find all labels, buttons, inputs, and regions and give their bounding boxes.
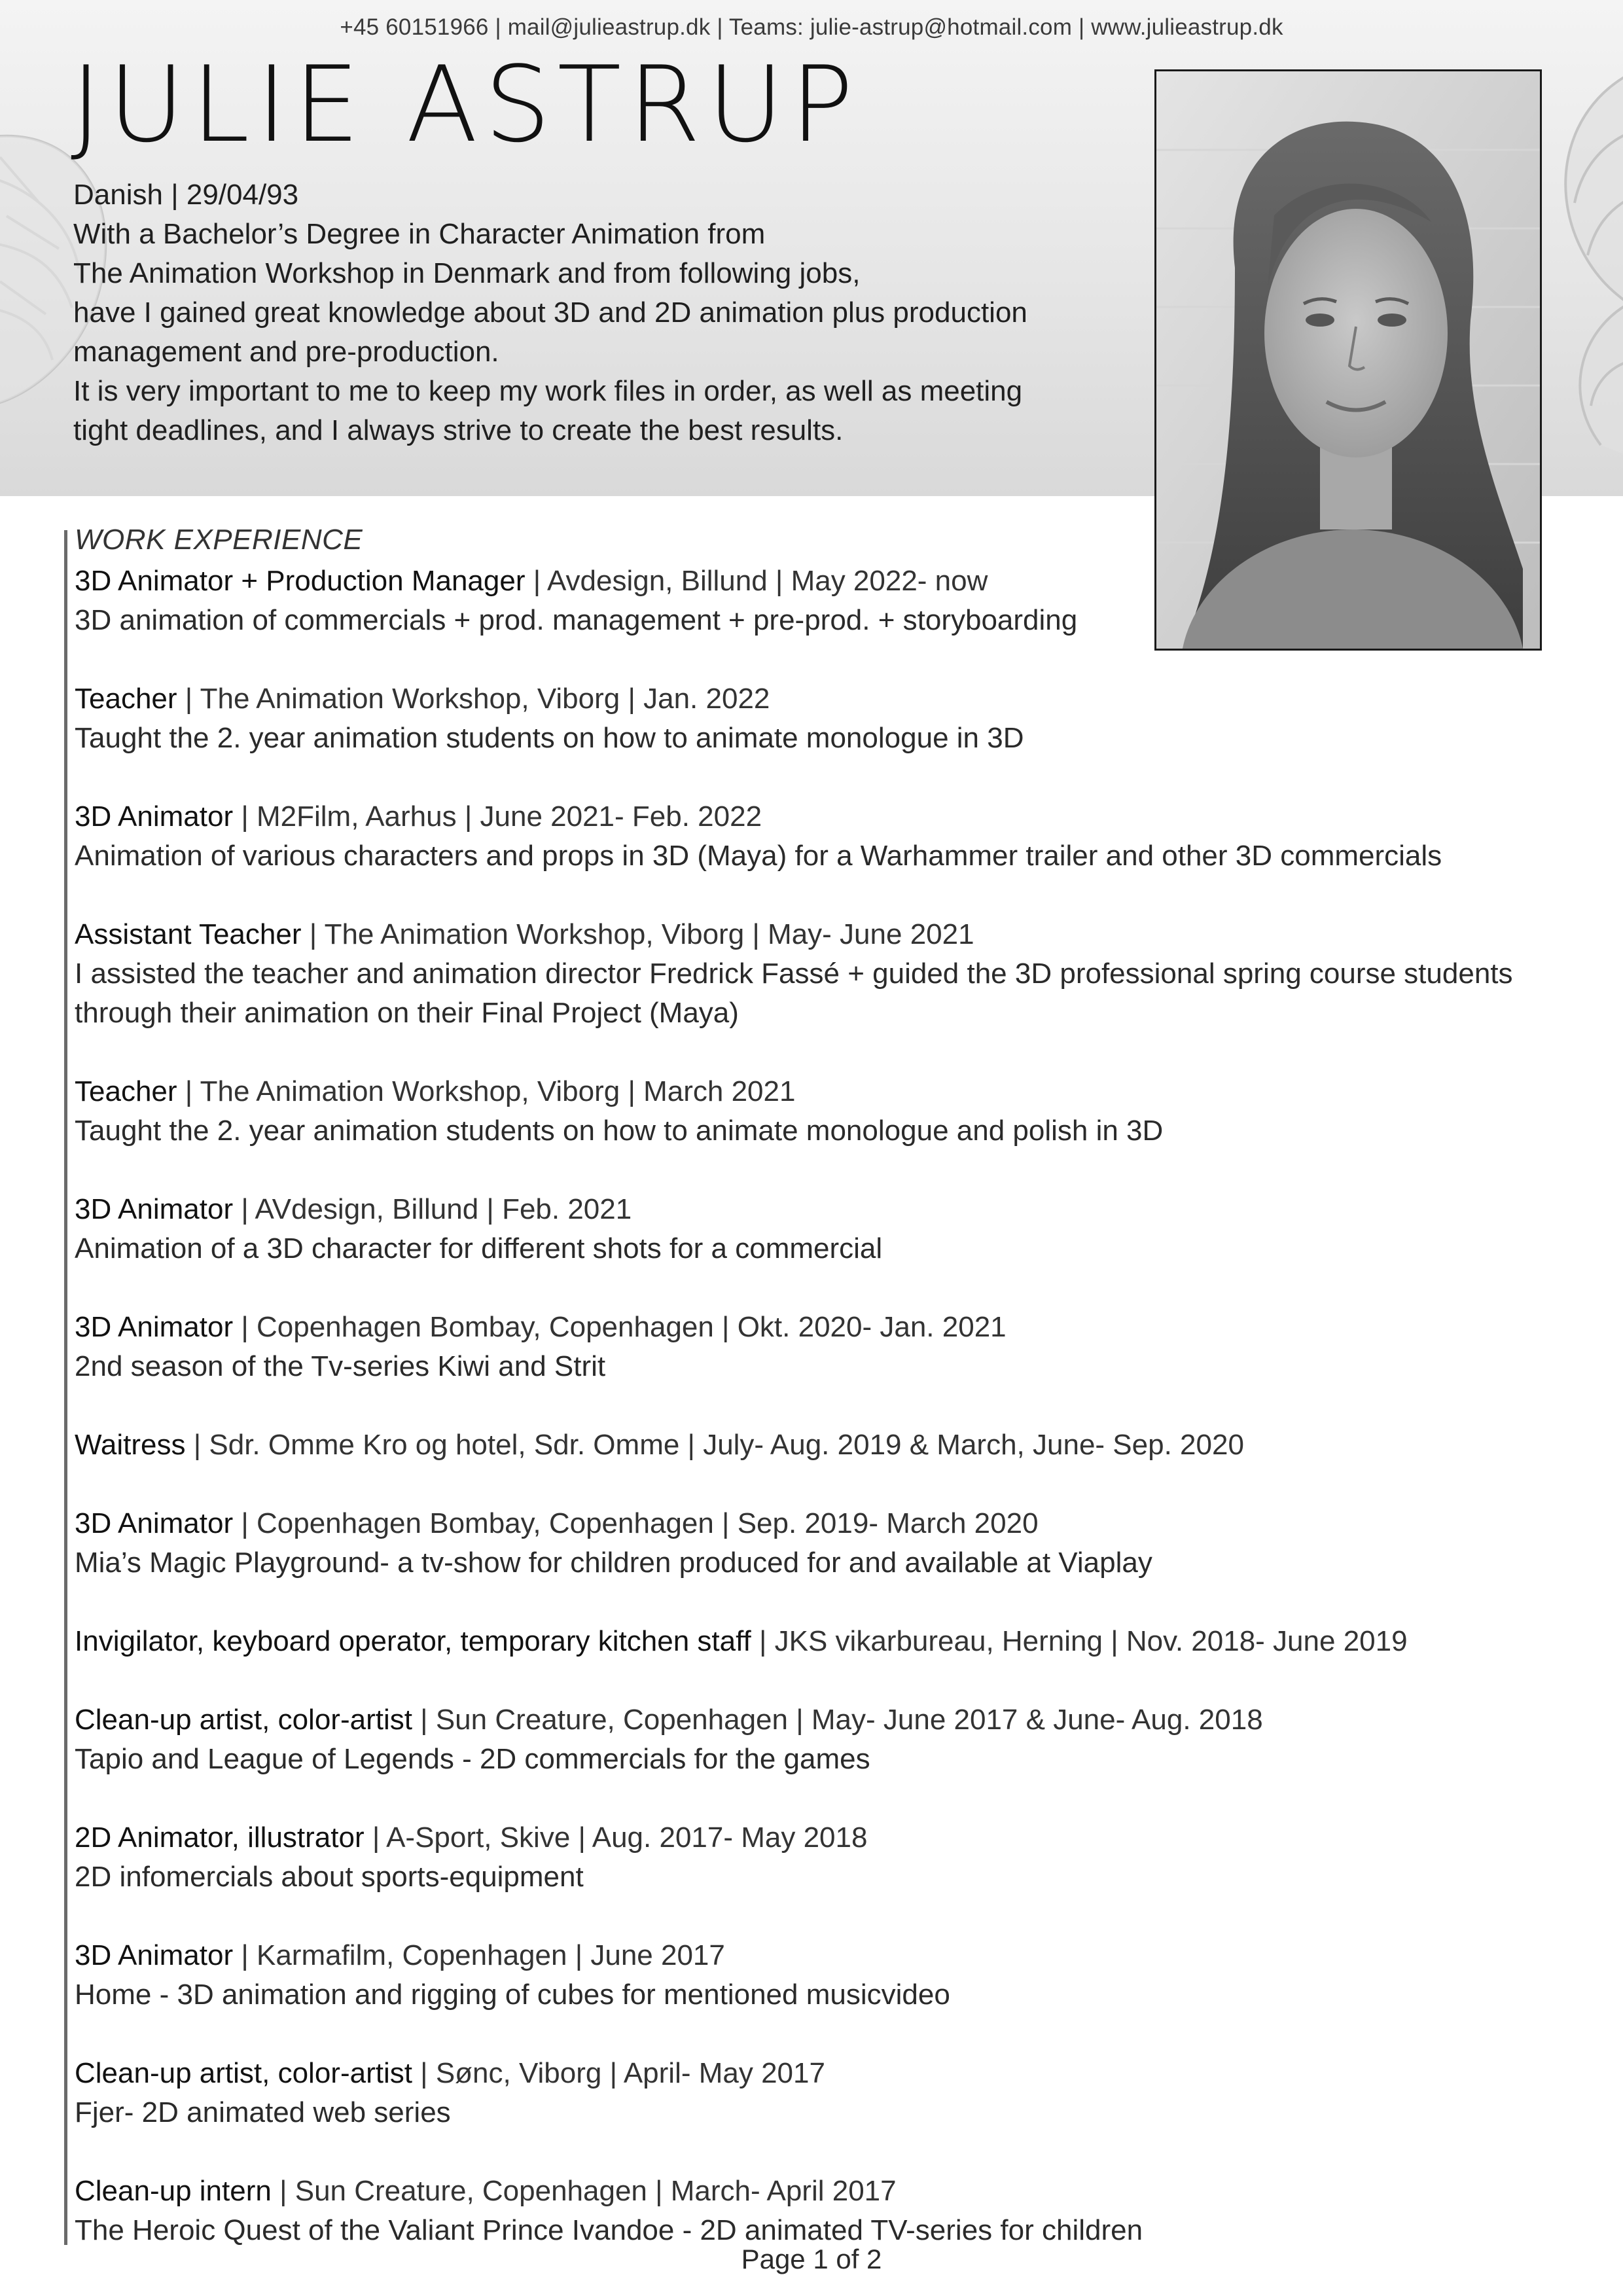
job-entry <box>75 1504 1580 1583</box>
job-description: 3D animation of commercials + prod. management + pre-prod. + storyboarding <box>75 604 1078 636</box>
job-role: 2D Animator, illustrator <box>75 1821 365 1854</box>
page-number: Page 1 of 2 <box>741 2244 882 2274</box>
job-details: | Sun Creature, Copenhagen | May- June 2017 & June- Aug. 2018 <box>412 1704 1263 1736</box>
job-entry <box>75 915 1580 1033</box>
intro-line: It is very important to me to keep my work files in order, as well as meeting <box>73 375 1023 407</box>
job-details: | The Animation Workshop, Viborg | Jan. 2022 <box>177 683 770 715</box>
work-experience-list <box>75 562 1580 2289</box>
job-entry <box>75 797 1580 876</box>
job-role: 3D Animator <box>75 800 234 833</box>
job-entry <box>75 1818 1580 1897</box>
intro-line: The Animation Workshop in Denmark and from following jobs, <box>73 257 861 289</box>
job-details: | Copenhagen Bombay, Copenhagen | Sep. 2019- March 2020 <box>233 1507 1039 1539</box>
job-details: | Copenhagen Bombay, Copenhagen | Okt. 2020- Jan. 2021 <box>233 1311 1007 1343</box>
job-role: 3D Animator + Production Manager <box>75 565 526 597</box>
job-role: 3D Animator <box>75 1311 234 1343</box>
section-rule <box>64 530 67 2245</box>
job-entry <box>75 2172 1580 2250</box>
job-description: Tapio and League of Legends - 2D commercials for the games <box>75 1743 870 1775</box>
contact-line: +45 60151966 | mail@julieastrup.dk | Teams: julie-astrup@hotmail.com | www.julieastrup.dk <box>340 14 1283 40</box>
job-entry <box>75 1936 1580 2015</box>
intro-line: have I gained great knowledge about 3D and 2D animation plus production <box>73 296 1027 329</box>
job-role: Teacher <box>75 683 177 715</box>
candidate-name: JULIE ASTRUP <box>71 43 861 166</box>
job-role: Assistant Teacher <box>75 918 302 950</box>
intro-line: tight deadlines, and I always strive to create the best results. <box>73 414 844 446</box>
intro-line: management and pre-production. <box>73 336 499 368</box>
job-entry <box>75 2054 1580 2132</box>
intro-line: Danish | 29/04/93 <box>73 179 299 211</box>
job-role: Invigilator, keyboard operator, temporary kitchen staff <box>75 1625 751 1657</box>
job-details: | The Animation Workshop, Viborg | March 2021 <box>177 1075 796 1107</box>
job-details: | Avdesign, Billund | May 2022- now <box>525 565 988 597</box>
job-details: | Sun Creature, Copenhagen | March- April 2017 <box>271 2175 897 2207</box>
job-description: Taught the 2. year animation students on how to animate monologue in 3D <box>75 722 1024 754</box>
job-role: Clean-up artist, color-artist <box>75 1704 412 1736</box>
job-entry <box>75 679 1580 758</box>
job-entry <box>75 1426 1580 1465</box>
job-role: Teacher <box>75 1075 177 1107</box>
job-details: | AVdesign, Billund | Feb. 2021 <box>233 1193 632 1225</box>
job-description: 2D infomercials about sports-equipment <box>75 1861 584 1893</box>
job-description: Fjer- 2D animated web series <box>75 2096 451 2128</box>
job-entry <box>75 562 1580 640</box>
job-role: 3D Animator <box>75 1507 234 1539</box>
job-entry <box>75 1700 1580 1779</box>
job-details: | The Animation Workshop, Viborg | May- June 2021 <box>301 918 974 950</box>
leaf-decoration-right <box>1542 52 1623 471</box>
job-details: | Sdr. Omme Kro og hotel, Sdr. Omme | July- Aug. 2019 & March, June- Sep. 2020 <box>185 1429 1244 1461</box>
job-details: | A-Sport, Skive | Aug. 2017- May 2018 <box>364 1821 868 1854</box>
job-entry <box>75 1308 1580 1386</box>
job-entry <box>75 1190 1580 1268</box>
job-entry <box>75 1622 1580 1661</box>
job-description: The Heroic Quest of the Valiant Prince Ivandoe - 2D animated TV-series for children <box>75 2214 1143 2246</box>
job-description: Mia’s Magic Playground- a tv-show for children produced for and available at Viaplay <box>75 1547 1152 1579</box>
job-description: Animation of various characters and props in 3D (Maya) for a Warhammer trailer and other 3D commercials <box>75 840 1442 872</box>
job-role: 3D Animator <box>75 1939 234 1971</box>
job-role: Clean-up artist, color-artist <box>75 2057 412 2089</box>
job-description: I assisted the teacher and animation director Fredrick Fassé + guided the 3D professional spring course students <box>75 958 1513 990</box>
work-experience-heading: WORK EXPERIENCE <box>75 524 363 556</box>
job-description: through their animation on their Final Project (Maya) <box>75 997 739 1029</box>
job-description: Taught the 2. year animation students on how to animate monologue and polish in 3D <box>75 1115 1164 1147</box>
job-role: Waitress <box>75 1429 186 1461</box>
job-role: Clean-up intern <box>75 2175 272 2207</box>
job-details: | Karmafilm, Copenhagen | June 2017 <box>233 1939 725 1971</box>
job-description: Home - 3D animation and rigging of cubes for mentioned musicvideo <box>75 1979 950 2011</box>
job-entry <box>75 1072 1580 1151</box>
job-description: 2nd season of the Tv-series Kiwi and Strit <box>75 1350 606 1382</box>
job-details: | M2Film, Aarhus | June 2021- Feb. 2022 <box>233 800 762 833</box>
job-role: 3D Animator <box>75 1193 234 1225</box>
job-details: | JKS vikarbureau, Herning | Nov. 2018- June 2019 <box>751 1625 1408 1657</box>
job-description: Animation of a 3D character for different shots for a commercial <box>75 1232 883 1265</box>
intro-summary <box>73 175 1094 450</box>
intro-line: With a Bachelor’s Degree in Character Animation from <box>73 218 766 250</box>
job-details: | Sønc, Viborg | April- May 2017 <box>412 2057 825 2089</box>
